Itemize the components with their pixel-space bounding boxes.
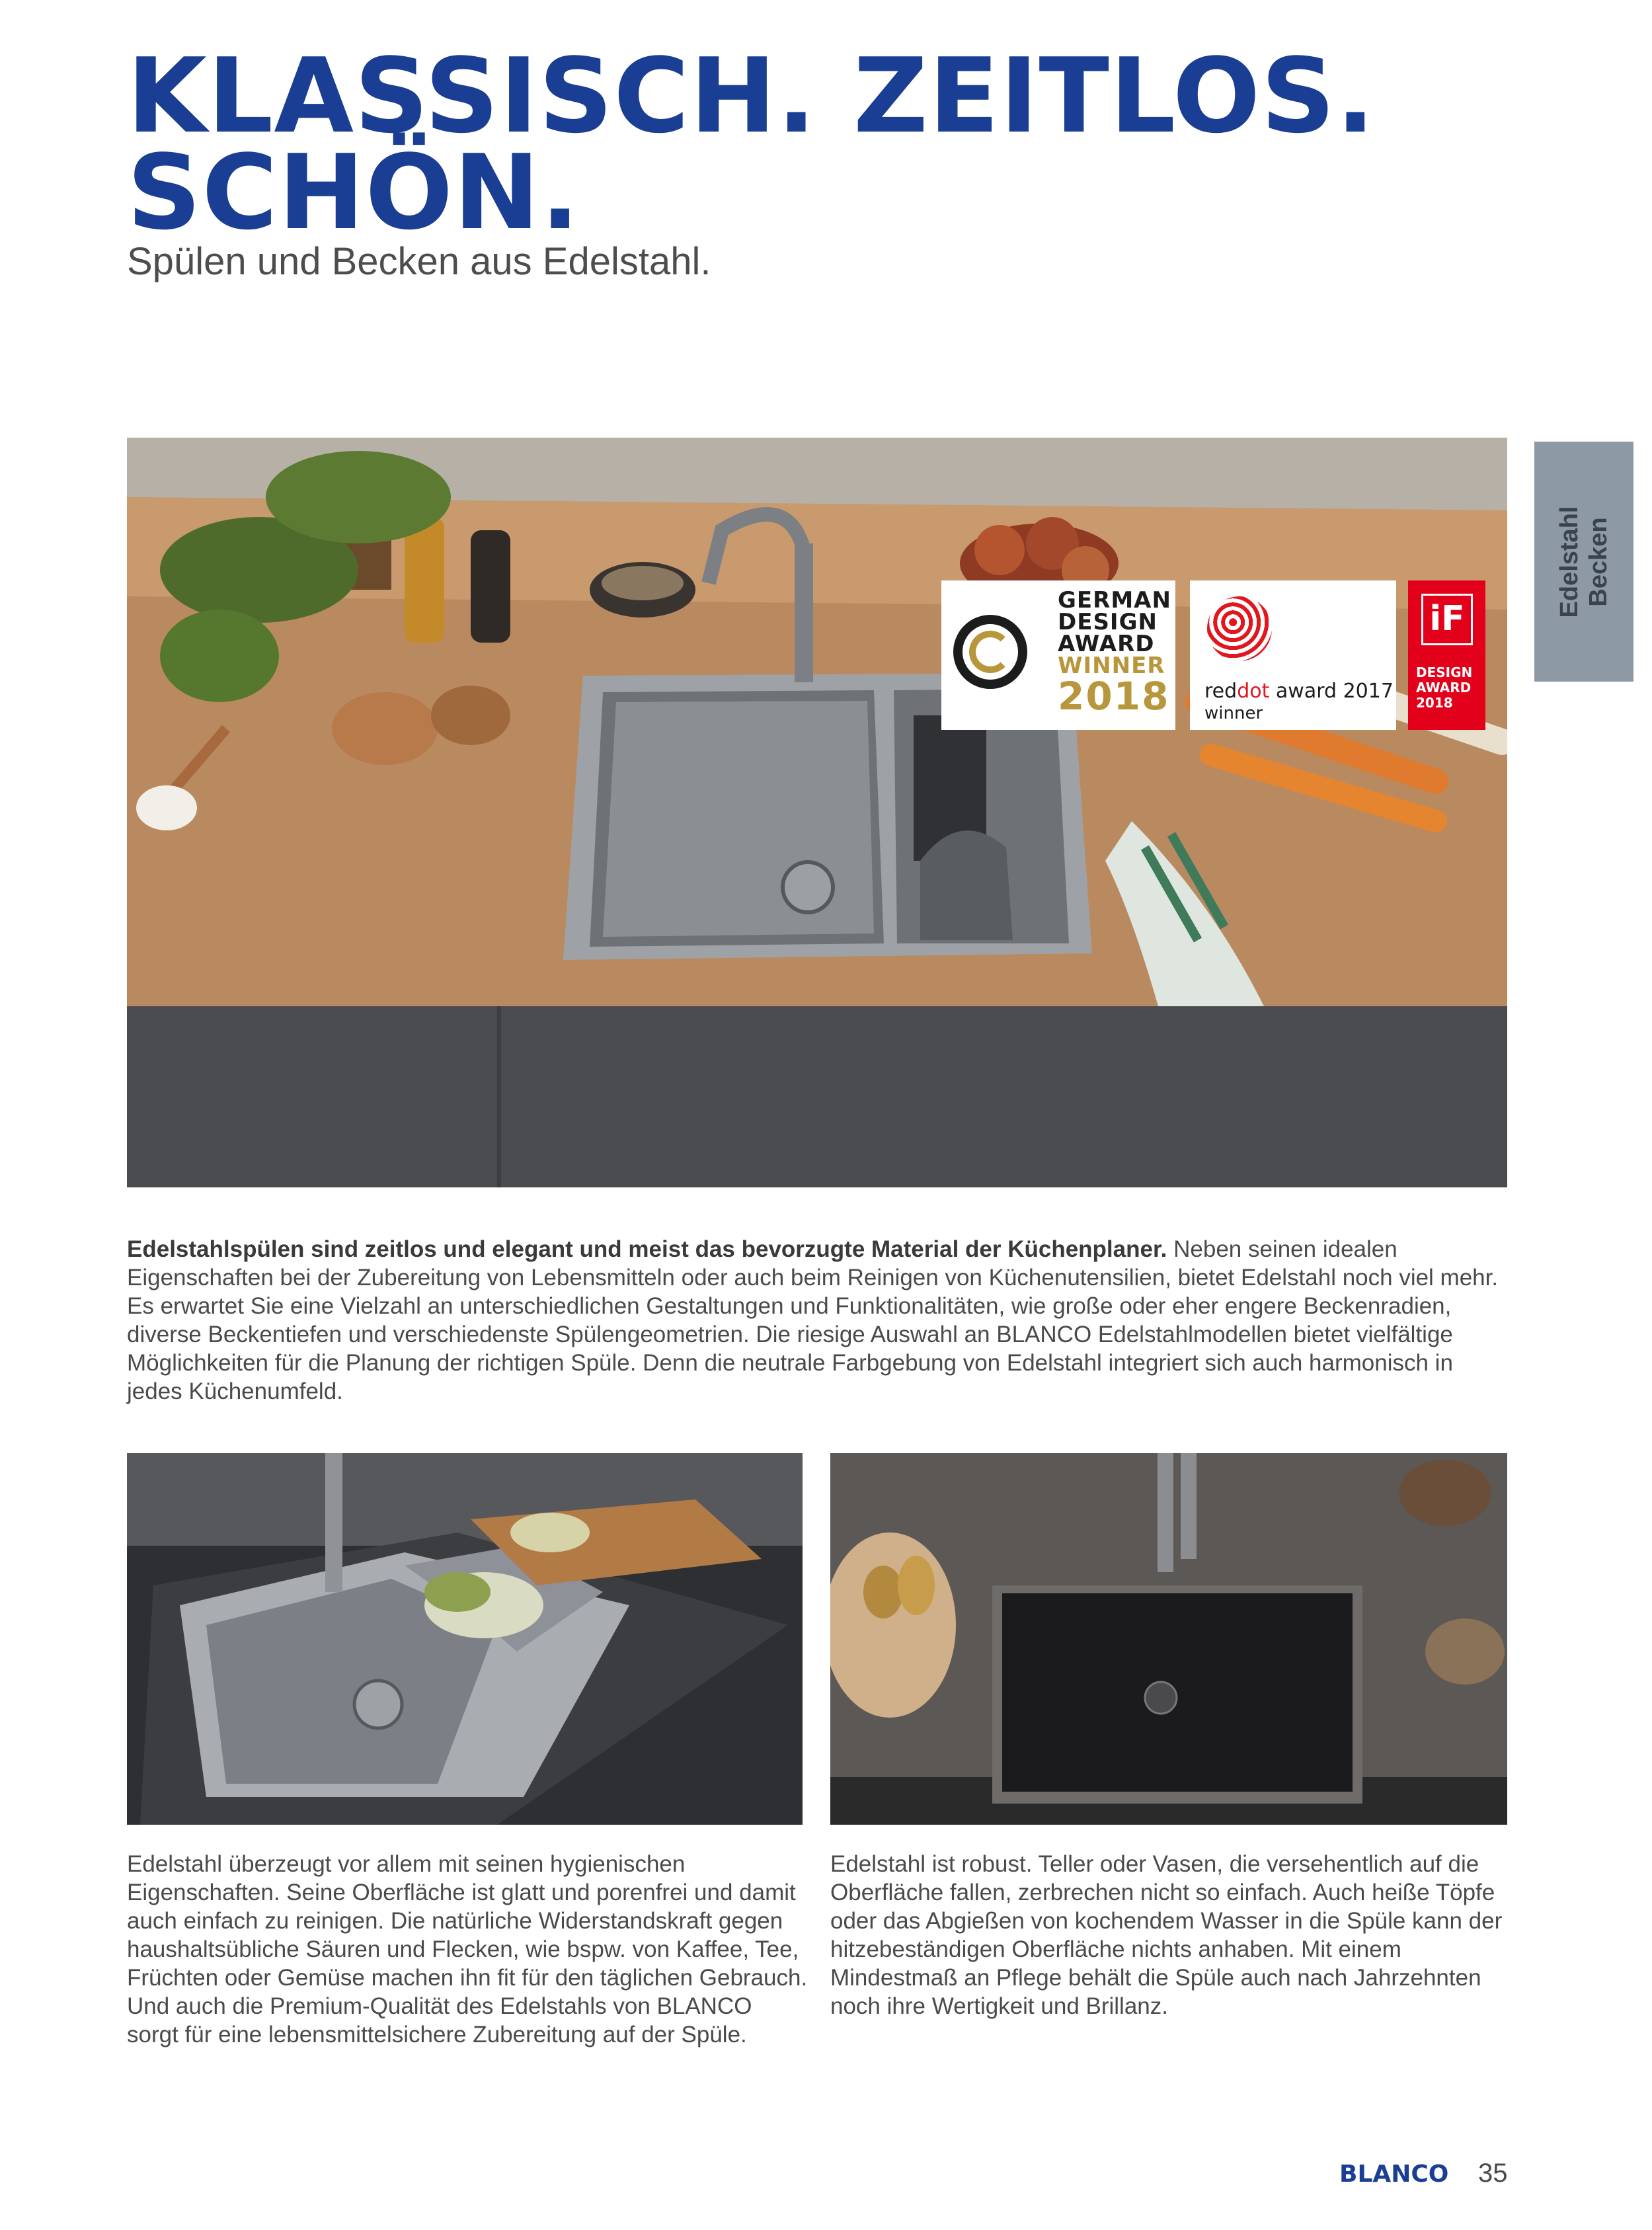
if-design-award-badge [1408,580,1485,730]
hero-photo [127,438,1507,1187]
german-design-award-icon [953,615,1027,689]
steel-sink-illustration [127,1453,803,1825]
reddot-highlight: dot [1237,680,1270,703]
german-design-award-text [1058,587,1171,719]
german-design-award-badge [941,580,1175,730]
intro-bold-lead: Edelstahlspülen sind zeitlos und elegant und meist das bevorzugte Material der Küchenplaner. [127,1236,1167,1262]
intro-paragraph [127,1235,1510,1406]
reddot-icon [1207,596,1272,661]
intro-body: Neben seinen idealen Eigenschaften bei der Zubereitung von Lebensmitteln oder auch beim Reinigen von Küchenutensilien, bietet Edelstahl noch viel mehr. Es erwartet Sie eine Vielzahl an unterschiedlichen Gestaltungen und Funktionalitäten, wie große oder eher engere Beckenradien, diverse Beckentiefen und verschiedenste Spülengeometrien. Die riesige Auswahl an BLANCO Edelstahlmodellen bietet vielfältige Möglichkeiten für die Planung der richtigen Spüle. Denn die neutrale Farbgebung von Edelstahl integriert sich auch harmonisch in jedes Küchenumfeld. [127,1236,1499,1404]
hero-photo-illustration [127,438,1507,1187]
if-logo-icon: iF [1421,594,1473,645]
page-title [127,36,1383,253]
hygiene-paragraph: Edelstahl überzeugt vor allem mit seinen hygienischen Eigenschaften. Seine Oberfläche ist glatt und porenfrei und damit auch einfach zu reinigen. Die natürliche Widerstandskraft gegen haushaltsübliche Säuren und Flecken, wie bspw. von Kaffee, Tee, Früchten oder Gemüse machen ihn fit für den täglichen Gebrauch. Und auch die Premium-Qualität des Edelstahls von BLANCO sorgt für eine lebensmittelsichere Zubereitung auf der Spüle. [127,1851,808,2048]
reddot-winner-label: winner [1204,703,1263,723]
if-line-3: 2018 [1416,695,1453,711]
dark-sink-illustration [830,1453,1507,1825]
if-award-text [1416,665,1472,711]
dark-sink-photo [830,1453,1507,1825]
side-tab-line-1: Edelstahl [1555,506,1583,617]
gda-line-3: AWARD [1058,631,1155,657]
title-line-1: KLASSISCH. ZEITLOS. [127,36,1376,156]
reddot-award-badge [1190,580,1396,730]
section-side-tab[interactable] [1534,442,1633,682]
brand-logo: BLANCO [1339,2161,1449,2188]
page-number: 35 [1478,2159,1508,2188]
if-line-1: DESIGN [1416,664,1473,680]
gda-line-4: WINNER [1058,653,1165,679]
gda-year: 2018 [1058,674,1170,719]
gda-line-1: GERMAN [1058,587,1171,614]
steel-sink-photo [127,1453,803,1825]
title-line-2: SCHÖN. [127,132,580,253]
reddot-prefix: red [1204,680,1238,703]
reddot-suffix: award 2017 [1269,680,1394,703]
robustness-paragraph: Edelstahl ist robust. Teller oder Vasen, die versehentlich auf die Oberfläche fallen, zerbrechen nicht so einfach. Auch heiße Töpfe oder das Abgießen von kochendem Wasser in die Spüle kann der hitzebeständigen Oberfläche nichts anhaben. Mit einem Mindestmaß an Pflege behält die Spüle auch nach Jahrzehnten noch ihre Wertigkeit und Brillanz. [830,1851,1503,2019]
gda-line-2: DESIGN [1058,609,1158,635]
page-subtitle: Spülen und Becken aus Edelstahl. [127,240,711,283]
side-tab-label [1555,506,1613,617]
reddot-award-label [1204,680,1394,703]
if-line-2: AWARD [1416,680,1472,696]
side-tab-line-2: Becken [1585,516,1612,607]
